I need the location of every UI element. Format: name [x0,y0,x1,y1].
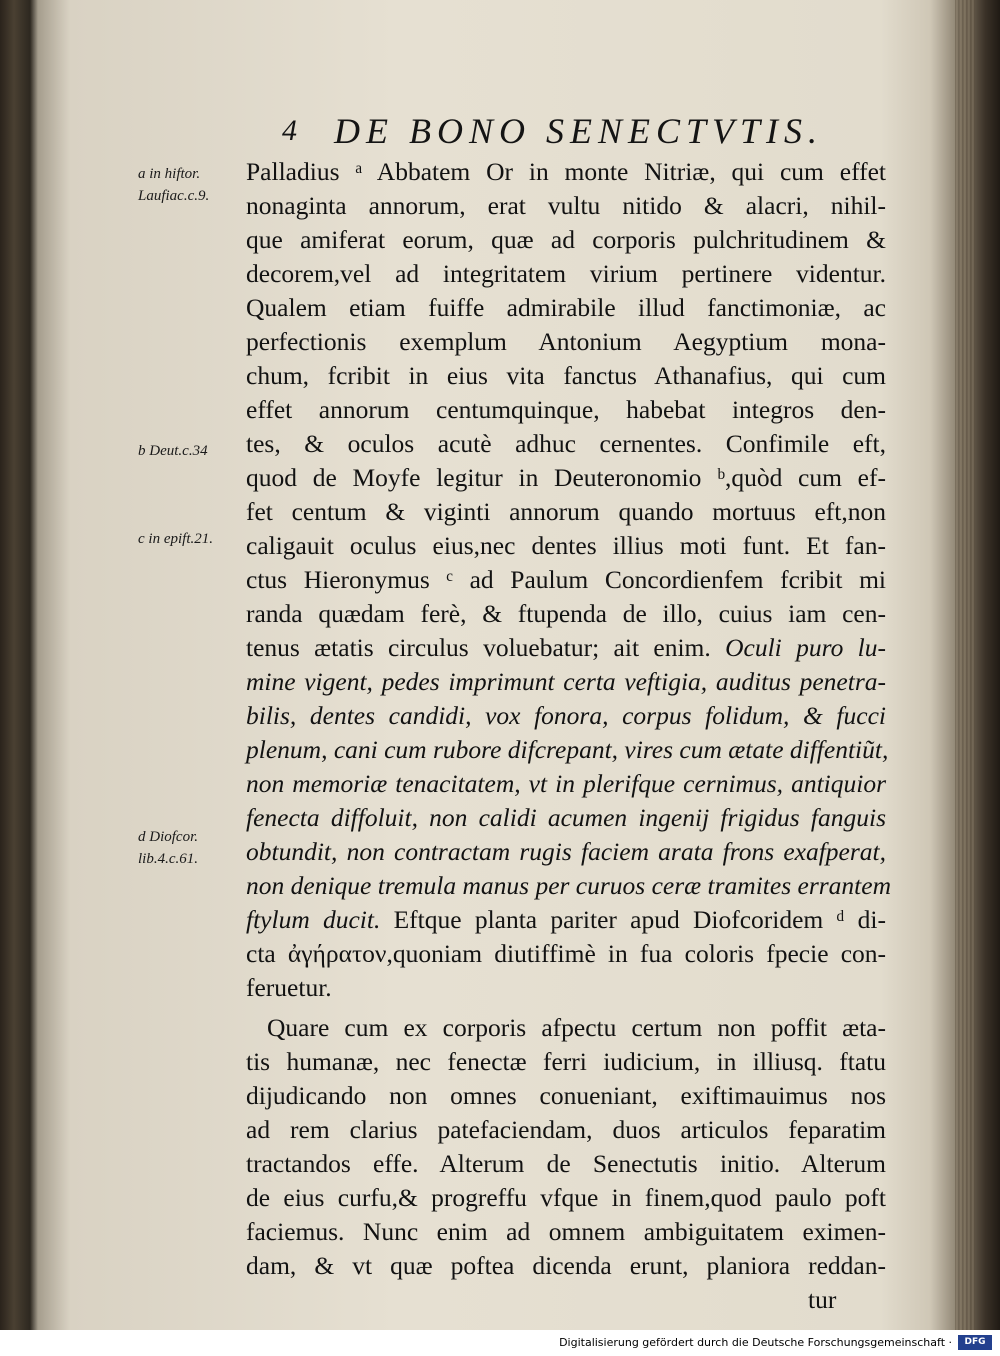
digitization-footer [0,1330,1000,1356]
footer-credit: Digitalisierung gefördert durch die Deutsche Forschungsgemeinschaft · [559,1336,952,1349]
catchword: tur [808,1285,837,1314]
text-line: perfectionis exemplum Antonium Aegyptium mona- [246,327,886,356]
dfg-logo: DFG [958,1335,992,1350]
text-line: obtundit, non contractam rugis faciem arata frons exafperat, [246,837,886,866]
page-stack-edge [955,0,975,1330]
margin-note-d: d Diofcor. lib.4.c.61. [138,829,198,867]
text-line: tenus ætatis circulus voluebatur; ait enim. Oculi puro lu- [246,633,886,662]
text-line: non memoriæ tenacitatem, vt in plerifque cernimus, antiquior [246,769,886,798]
text-line: randa quædam ferè, & ftupenda de illo, cuius iam cen- [246,599,886,628]
text-line: caligauit oculus eius,nec dentes illius moti funt. Et fan- [246,531,886,560]
text-line: tes, & oculos acutè adhuc cernentes. Confimile eft, [246,429,886,458]
text-line: effet annorum centumquinque, habebat integros den- [246,395,886,424]
text-line: dam, & vt quæ poftea dicenda erunt, planiora reddan- [246,1251,886,1280]
margin-note-b: b Deut.c.34 [138,443,208,459]
text-line: feruetur. [246,973,332,1002]
text-line: non denique tremula manus per curuos ceræ tramites errantem [246,871,891,900]
text-line: Qualem etiam fuiffe admirabile illud fanctimoniæ, ac [246,293,886,322]
text-line: ctus Hieronymus ᶜ ad Paulum Concordienfem fcribit mi [246,565,886,594]
italic-quote-start: Oculi puro lu- [725,633,886,662]
text-line: decorem,vel ad integritatem virium pertinere videntur. [246,259,886,288]
text-line: tractandos effe. Alterum de Senectutis initio. Alterum [246,1149,886,1178]
text-line: quod de Moyfe legitur in Deuteronomio ᵇ,quòd cum ef- [246,463,886,492]
text-line: chum, fcribit in eius vita fanctus Athanafius, qui cum [246,361,886,390]
text-line: ftylum ducit. Eftque planta pariter apud Diofcoridem ᵈ di- [246,905,886,934]
text-line: fenecta diffoluit, non calidi acumen ingenij frigidus fanguis [246,803,886,832]
text-line: mine vigent, pedes imprimunt certa veftigia, auditus penetra- [246,667,886,696]
text-line: faciemus. Nunc enim ad omnem ambiguitatem eximen- [246,1217,886,1246]
paragraph-start-line: Quare cum ex corporis afpectu certum non poffit æta- [267,1013,886,1042]
page-number: 4 [282,114,297,147]
running-header [282,110,842,160]
text-line: que amiferat eorum, quæ ad corporis pulchritudinem & [246,225,886,254]
text-line: plenum, cani cum rubore difcrepant, vires cum ætate diffentiũt, [246,735,889,764]
text-line: Palladius ᵃ Abbatem Or in monte Nitriæ, qui cum effet [246,157,886,186]
italic-quote-end: ftylum ducit. [246,905,381,934]
text-line: cta ἀγήρατον,quoniam diutiffimè in fua coloris fpecie con- [246,939,886,968]
text-line: dijudicando non omnes conueniant, exiftimauimus nos [246,1081,886,1110]
margin-note-a: a in hiftor. Laufiac.c.9. [138,166,210,204]
text-line: bilis, dentes candidi, vox fonora, corpus folidum, & fucci [246,701,886,730]
text-line: nonaginta annorum, erat vultu nitido & alacri, nihil- [246,191,886,220]
text-line: de eius curfu,& progreffu vfque in finem,quod paulo poft [246,1183,886,1212]
text-line: tis humanæ, nec fenectæ ferri iudicium, in illiusq. ftatu [246,1047,886,1076]
margin-note-c: c in epift.21. [138,531,213,547]
running-title: DE BONO SENECTVTIS. [334,111,824,151]
text-line: ad rem clarius patefaciendam, duos articulos feparatim [246,1115,886,1144]
text-line: fet centum & viginti annorum quando mortuus eft,non [246,497,886,526]
